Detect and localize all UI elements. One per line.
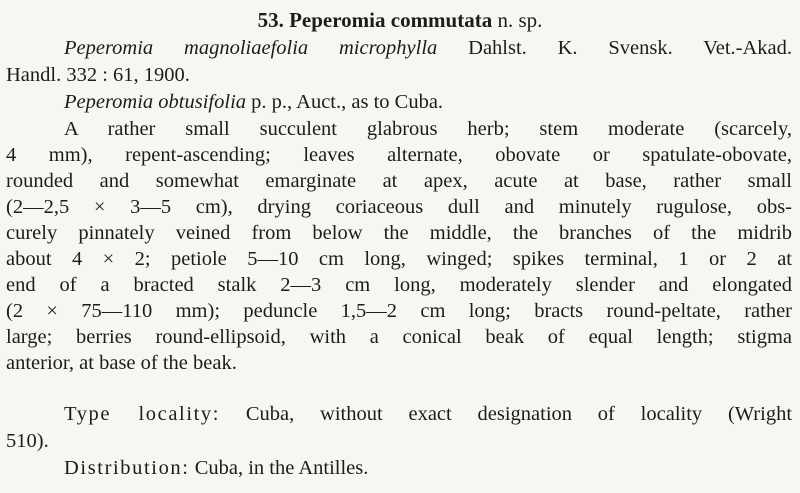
type-locality-line-2: 510). (6, 430, 49, 452)
description-line-9: large; berries round-ellipsoid, with a conical beak of equal length; stigma (6, 326, 792, 348)
description-line-4: (2—2,5 × 3—5 cm), drying coriaceous dull and minutely rugulose, obs- (6, 196, 792, 218)
description-line-5: curely pinnately veined from below the middle, the branches of the midrib (6, 222, 792, 244)
description-line-6: about 4 × 2; petiole 5—10 cm long, winged; spikes terminal, 1 or 2 at (6, 248, 792, 270)
synonym-1-name: Peperomia magnoliaefolia microphylla (64, 37, 438, 59)
species-heading (0, 6, 800, 34)
type-locality-line-1 (64, 401, 792, 427)
synonym-1-line-1 (64, 35, 792, 61)
type-locality-label: Type locality: (64, 403, 221, 425)
species-name: Peperomia commutata (289, 8, 493, 32)
synonym-2-name: Peperomia obtusifolia (64, 91, 247, 113)
synonym-2 (64, 89, 443, 115)
distribution-line (64, 455, 368, 481)
synonym-1-line-2: Handl. 332 : 61, 1900. (6, 64, 190, 86)
description-line-3: rounded and somewhat emarginate at apex, acute at base, rather small (6, 170, 792, 192)
synonym-2-citation: p. p., Auct., as to Cuba. (251, 91, 444, 113)
distribution-text: Cuba, in the Antilles. (194, 457, 369, 479)
distribution-label: Distribution: (64, 457, 190, 479)
synonym-1-citation-line-1: Dahlst. K. Svensk. Vet.-Akad. (468, 37, 792, 59)
description-line-8: (2 × 75—110 mm); peduncle 1,5—2 cm long; bracts round-peltate, rather (6, 300, 792, 322)
description-line-7: end of a bracted stalk 2—3 cm long, moderately slender and elongated (6, 274, 792, 296)
type-locality-text: Cuba, without exact designation of locality (Wright (245, 403, 792, 425)
species-status: n. sp. (497, 8, 543, 32)
species-number: 53. (257, 8, 284, 32)
description-line-10: anterior, at base of the beak. (6, 352, 237, 374)
description-line-1: A rather small succulent glabrous herb; stem moderate (scarcely, (64, 118, 792, 140)
description-line-2: 4 mm), repent-ascending; leaves alternate, obovate or spatulate-obovate, (6, 144, 792, 166)
